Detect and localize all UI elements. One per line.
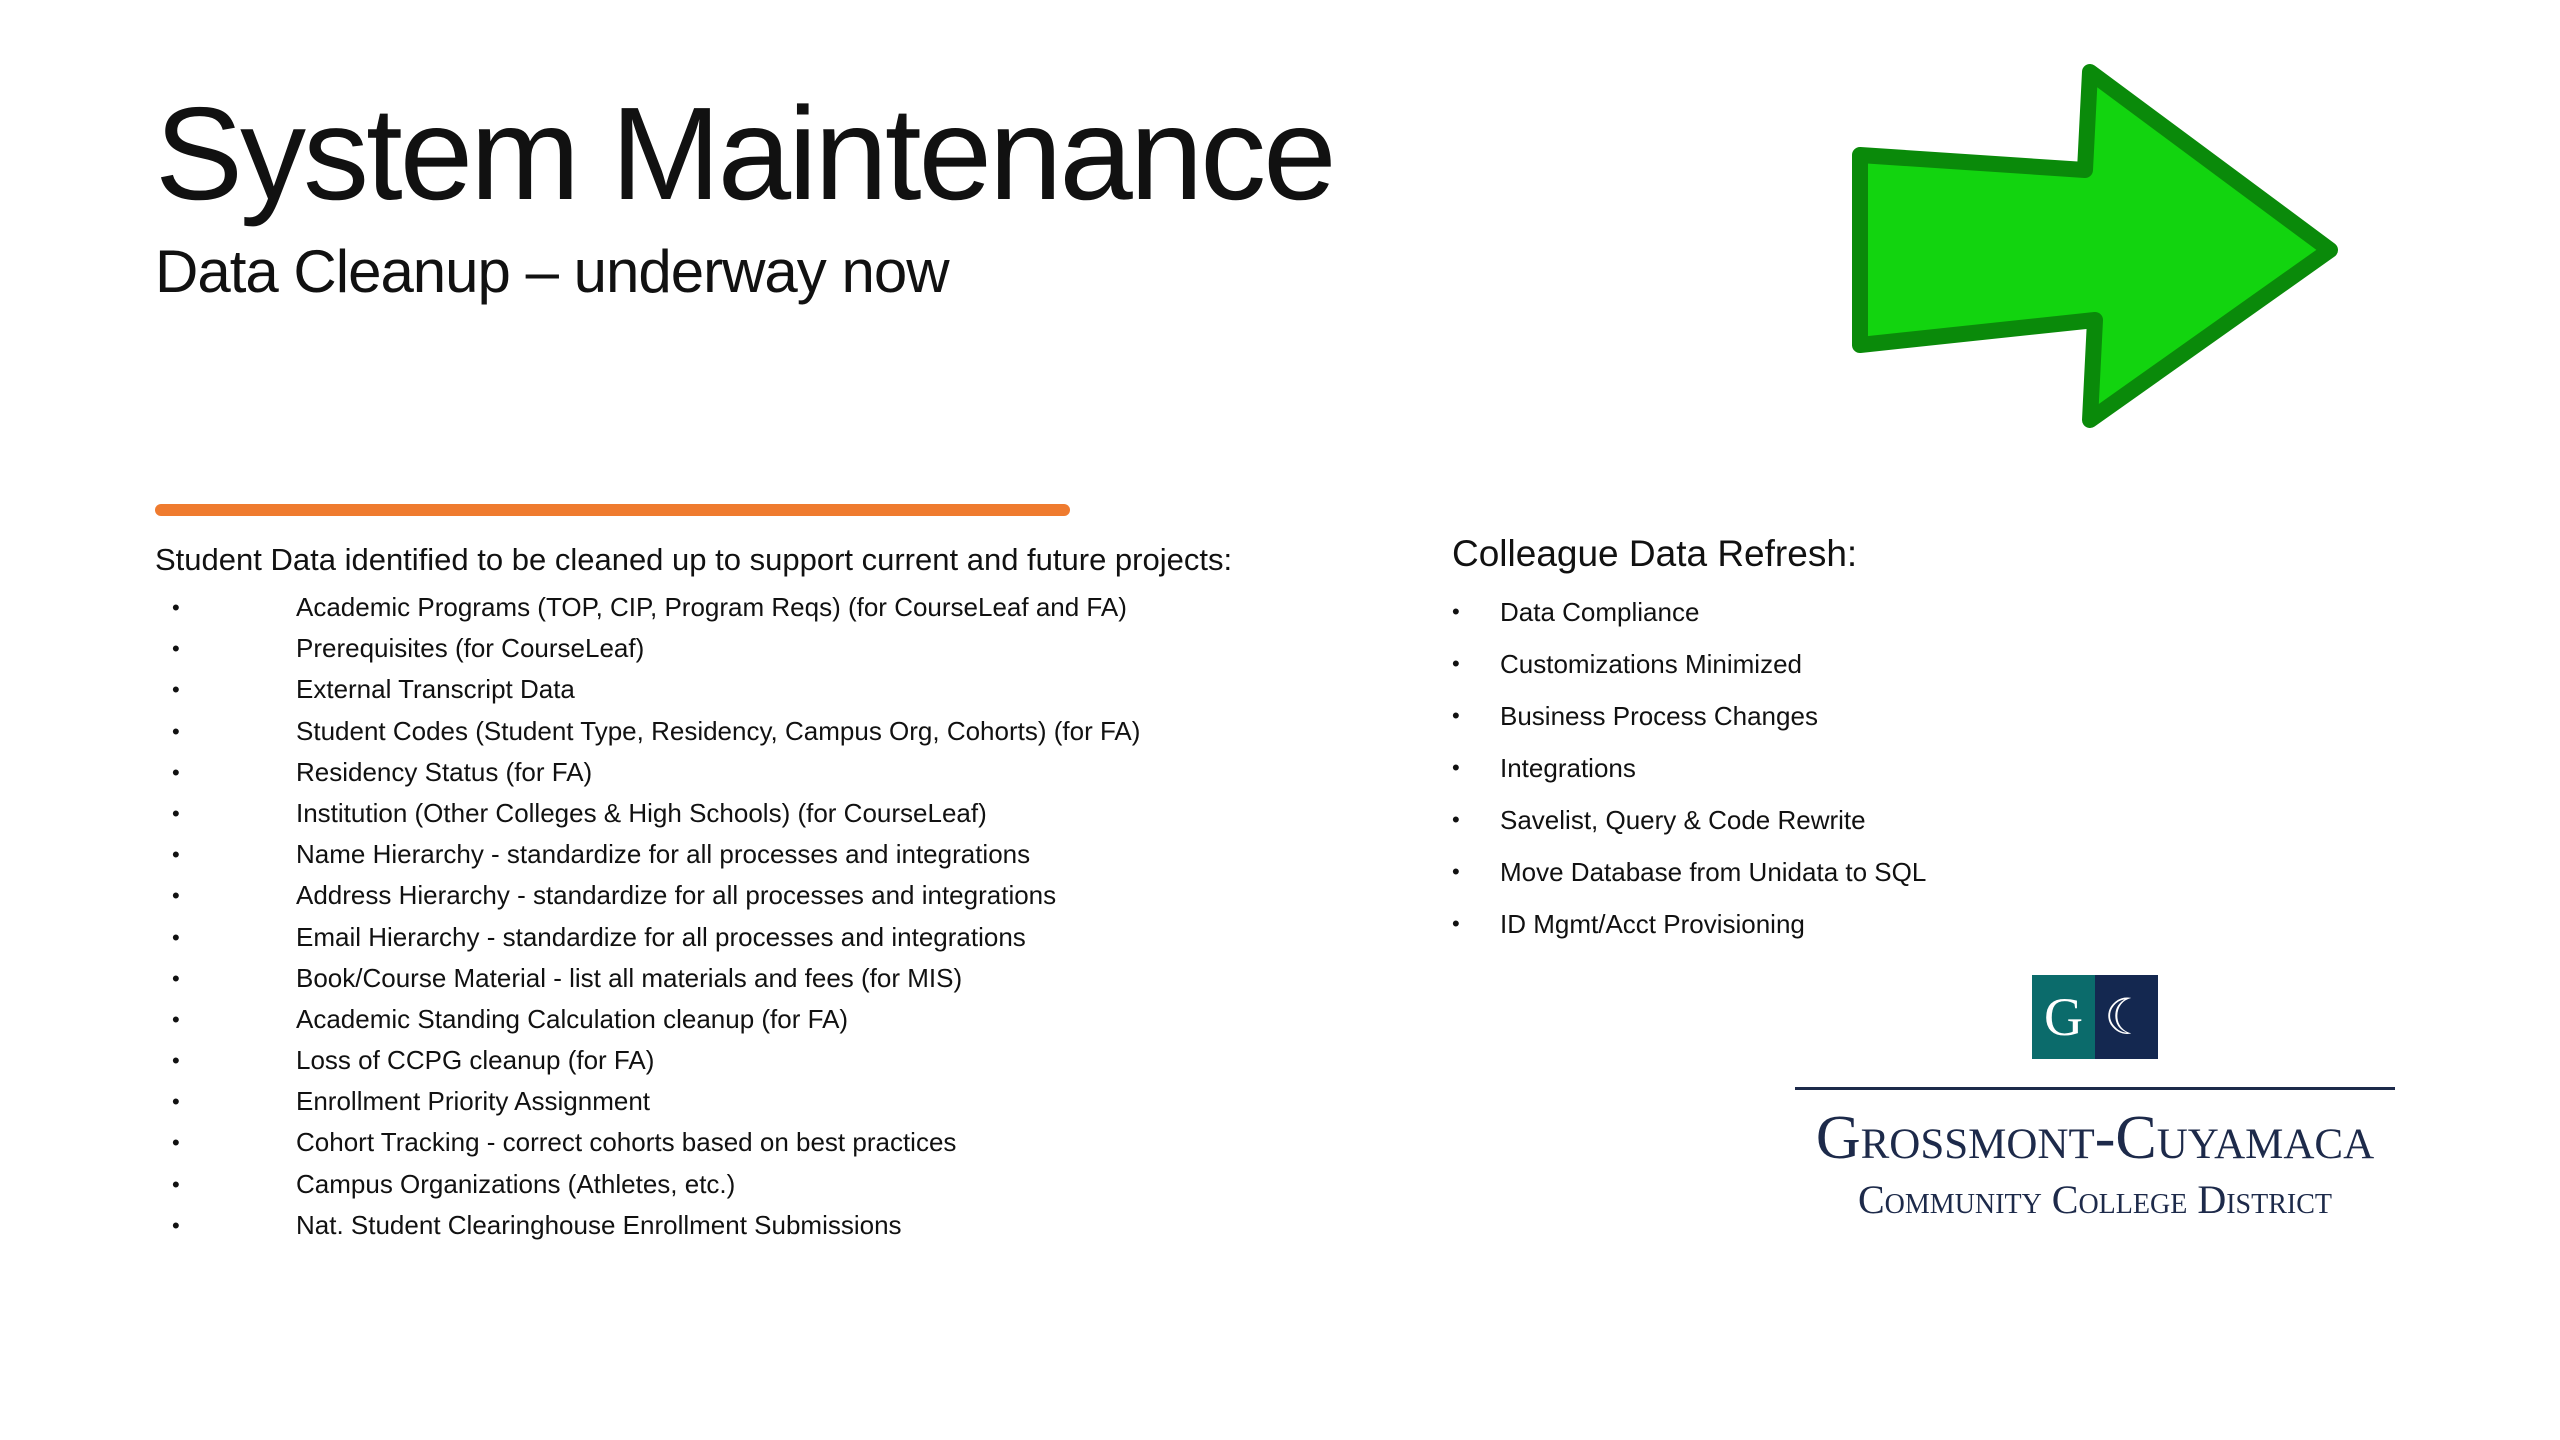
list-item [1452,586,2252,638]
list-item [155,1122,1335,1163]
logo-divider [1795,1087,2395,1090]
bullet-icon: • [1452,807,1460,832]
student-data-section [155,542,1335,1246]
arrow-shape [1860,72,2330,420]
list-item-text: Book/Course Material - list all materials and fees (for MIS) [296,962,963,993]
list-item-text: External Transcript Data [296,674,575,705]
bullet-icon: • [1452,651,1460,676]
bullet-icon: • [172,759,180,785]
list-item-text: Campus Organizations (Athletes, etc.) [296,1168,736,1199]
list-item-text: Savelist, Query & Code Rewrite [1500,805,1866,835]
bullet-icon: • [172,924,180,950]
bullet-icon: • [172,1006,180,1032]
logo-name: Grossmont-Cuyamaca [1815,1104,2375,1172]
crescent-icon: ☾ [2095,975,2158,1059]
bullet-icon: • [172,842,180,868]
list-item [155,793,1335,834]
district-logo [1795,975,2395,1235]
bullet-icon: • [1452,755,1460,780]
list-item [1452,898,2252,950]
list-item [155,875,1335,916]
bullet-icon: • [172,1130,180,1156]
list-item-text: ID Mgmt/Acct Provisioning [1500,909,1805,939]
list-item-text: Student Codes (Student Type, Residency, Campus Org, Cohorts) (for FA) [296,715,1141,746]
list-item [1452,794,2252,846]
bullet-icon: • [172,595,180,620]
list-item [155,752,1335,793]
list-item [155,999,1335,1040]
colleague-refresh-section [1452,532,2252,950]
list-item-text: Residency Status (for FA) [296,756,593,787]
list-item-text: Loss of CCPG cleanup (for FA) [296,1045,655,1076]
slide-subtitle: Data Cleanup – underway now [155,238,949,305]
list-item [1452,742,2252,794]
list-item [155,711,1335,752]
list-item-text: Address Hierarchy - standardize for all processes and integrations [296,880,1057,911]
list-item-text: Cohort Tracking - correct cohorts based on best practices [296,1127,957,1158]
list-item [155,834,1335,875]
colleague-refresh-heading: Colleague Data Refresh: [1452,533,1858,574]
bullet-icon: • [172,1212,180,1238]
list-item-text: Institution (Other Colleges & High Schools) (for CourseLeaf) [296,797,987,828]
list-item [155,628,1335,669]
bullet-icon: • [172,1171,180,1197]
list-item-text: Customizations Minimized [1500,649,1802,679]
list-item [1452,846,2252,898]
list-item-text: Prerequisites (for CourseLeaf) [296,633,645,664]
accent-divider [155,504,1070,516]
list-item-text: Integrations [1500,753,1636,783]
bullet-icon: • [172,636,180,662]
list-item-text: Data Compliance [1500,597,1700,627]
slide-title: System Maintenance [155,80,1334,227]
list-item [155,669,1335,710]
list-item [155,587,1335,628]
list-item [155,1164,1335,1205]
bullet-icon: • [1452,859,1460,884]
logo-mark [2032,975,2158,1059]
list-item [1452,690,2252,742]
bullet-icon: • [172,1048,180,1074]
list-item [155,958,1335,999]
list-item-text: Nat. Student Clearinghouse Enrollment Submissions [296,1209,902,1240]
bullet-icon: • [1452,703,1460,728]
bullet-icon: • [172,883,180,909]
list-item-text: Move Database from Unidata to SQL [1500,857,1927,887]
list-item [155,917,1335,958]
list-item [155,1081,1335,1122]
list-item-text: Name Hierarchy - standardize for all processes and integrations [296,839,1031,870]
bullet-icon: • [172,677,180,703]
student-data-list [155,587,1335,1246]
list-item [155,1040,1335,1081]
bullet-icon: • [1452,599,1460,624]
right-arrow-icon [1850,60,2340,430]
bullet-icon: • [172,718,180,744]
list-item-text: Enrollment Priority Assignment [296,1086,651,1117]
list-item-text: Email Hierarchy - standardize for all processes and integrations [296,921,1026,952]
bullet-icon: • [172,1089,180,1115]
student-data-heading: Student Data identified to be cleaned up to support current and future projects: [155,542,1233,577]
bullet-icon: • [1452,911,1460,936]
list-item [155,1205,1335,1246]
bullet-icon: • [172,800,180,826]
colleague-refresh-list [1452,586,2252,950]
logo-subname: Community College District [1858,1177,2332,1222]
list-item [1452,638,2252,690]
logo-mark-g: G [2032,975,2095,1059]
bullet-icon: • [172,965,180,991]
list-item-text: Academic Programs (TOP, CIP, Program Reqs) (for CourseLeaf and FA) [296,592,1127,622]
list-item-text: Business Process Changes [1500,701,1818,731]
list-item-text: Academic Standing Calculation cleanup (for FA) [296,1003,849,1034]
